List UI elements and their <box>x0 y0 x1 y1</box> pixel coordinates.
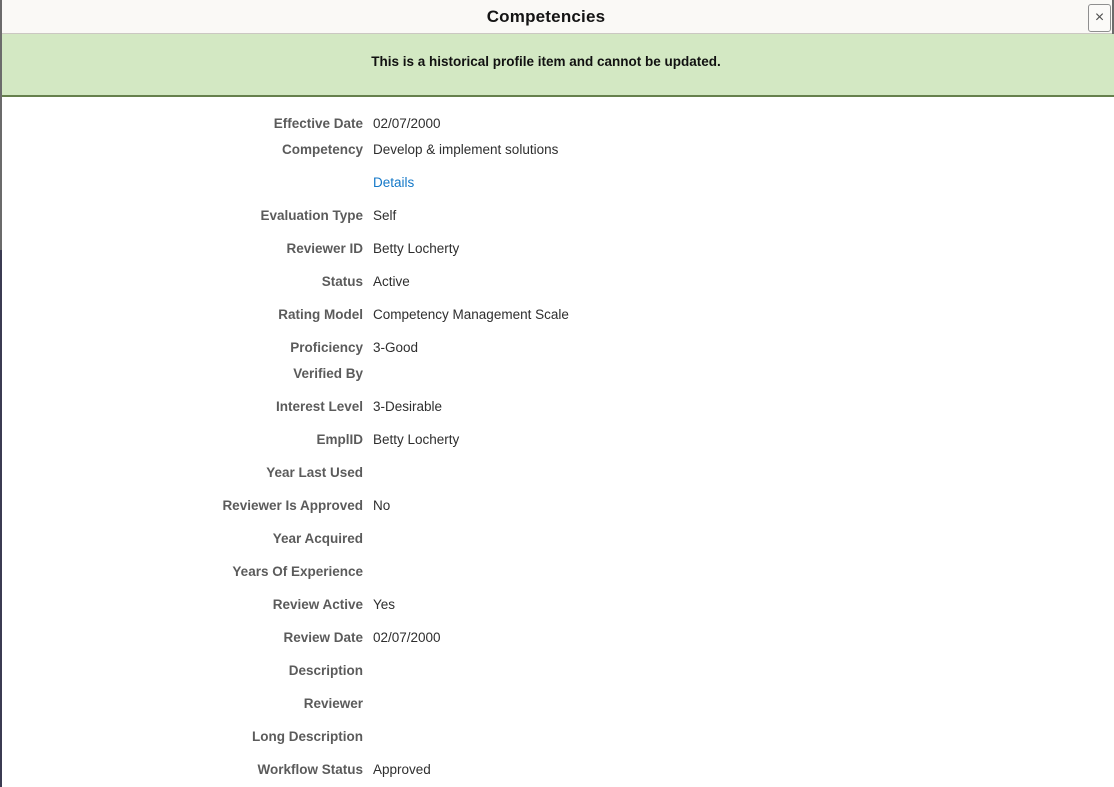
banner-message: This is a historical profile item and cannot be updated. <box>371 54 721 69</box>
field-row <box>0 133 1114 166</box>
field-value: 3-Desirable <box>373 399 443 414</box>
field-label: Review Active <box>272 597 363 612</box>
field-label: Years Of Experience <box>232 564 363 579</box>
field-label: Year Acquired <box>272 531 363 546</box>
field-row <box>0 720 1114 753</box>
field-row <box>0 621 1114 654</box>
field-label: Status <box>321 274 363 289</box>
field-value: No <box>373 498 391 513</box>
field-row <box>0 588 1114 621</box>
field-row <box>0 232 1114 265</box>
field-value: Betty Locherty <box>373 241 460 256</box>
field-row <box>0 298 1114 331</box>
field-row <box>0 199 1114 232</box>
page-title: Competencies <box>486 6 606 26</box>
field-row <box>0 265 1114 298</box>
field-label: Competency <box>281 142 363 157</box>
field-label: Long Description <box>252 729 363 744</box>
field-value: Develop & implement solutions <box>373 142 559 157</box>
field-label: Evaluation Type <box>260 208 363 223</box>
field-row <box>0 489 1114 522</box>
details-link[interactable]: Details <box>373 175 415 190</box>
field-row <box>0 390 1114 423</box>
field-row <box>0 687 1114 720</box>
field-value: Betty Locherty <box>373 432 460 447</box>
field-label: Workflow Status <box>257 762 363 777</box>
field-label: Description <box>288 663 363 678</box>
field-row <box>0 357 1114 390</box>
field-value: 3-Good <box>373 340 419 355</box>
field-value: Self <box>373 208 397 223</box>
modal-header <box>0 0 1114 34</box>
field-label: Reviewer <box>303 696 363 711</box>
field-value: Active <box>373 274 410 289</box>
field-row <box>0 654 1114 687</box>
field-label: Rating Model <box>278 307 363 322</box>
field-row <box>0 456 1114 489</box>
field-row <box>0 423 1114 456</box>
field-value: Competency Management Scale <box>373 307 569 322</box>
field-label: Effective Date <box>273 116 363 131</box>
field-value: Approved <box>373 762 431 777</box>
field-row <box>0 166 1114 199</box>
field-value: 02/07/2000 <box>373 116 441 131</box>
field-value: Yes <box>373 597 396 612</box>
field-label: Reviewer ID <box>286 241 363 256</box>
field-label: Verified By <box>293 366 363 381</box>
field-label: Proficiency <box>290 340 363 355</box>
field-label: EmplID <box>316 432 363 447</box>
field-row <box>0 522 1114 555</box>
field-label: Interest Level <box>275 399 363 414</box>
field-value: 02/07/2000 <box>373 630 441 645</box>
close-icon[interactable]: × <box>1088 4 1111 32</box>
field-row <box>0 753 1114 786</box>
field-label: Review Date <box>283 630 363 645</box>
field-label: Reviewer Is Approved <box>222 498 363 513</box>
field-label: Year Last Used <box>266 465 363 480</box>
historical-item-banner <box>0 34 1114 97</box>
field-list <box>0 97 1114 786</box>
field-row <box>0 555 1114 588</box>
